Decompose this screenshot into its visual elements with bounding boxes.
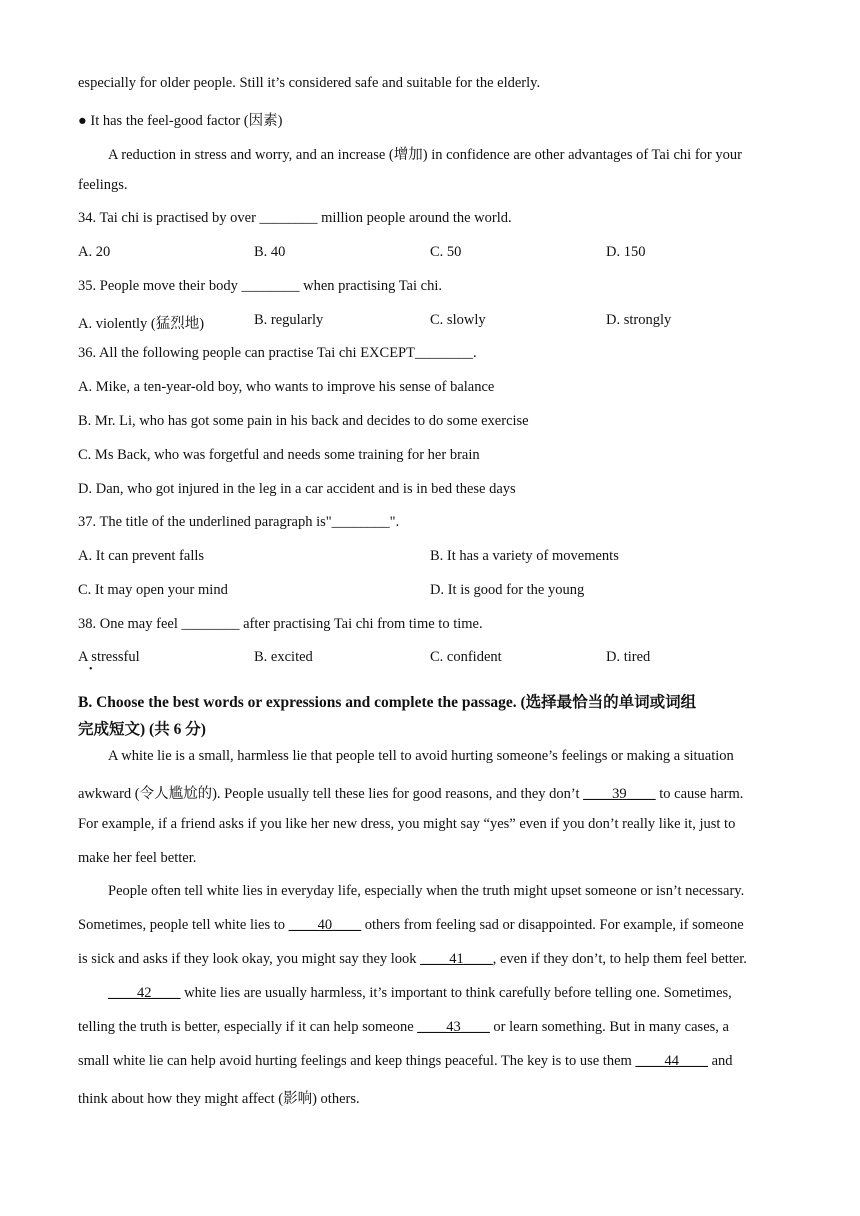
passage-text: or learn something. But in many cases, a [489,1019,729,1035]
passage-line: think about how they might affect (影响) others. [78,1091,360,1107]
question-35-stem: 35. People move their body ________ when practising Tai chi. [78,278,442,294]
passage-line: A white lie is a small, harmless lie that people tell to avoid hurting someone’s feelings or making a situation [108,748,734,764]
passage-text: , even if they don’t, to help them feel better. [492,951,747,967]
section-b-heading: B. Choose the best words or expressions and complete the passage. (选择最恰当的单词或词组 [78,694,697,711]
q37-option-d: D. It is good for the young [430,582,585,598]
passage-line: make her feel better. [78,850,197,866]
passage-text: white lies are usually harmless, it’s important to think carefully before telling one. Sometimes, [180,985,732,1001]
blank-42: ____42____ [108,985,181,1001]
q34-option-b: B. 40 [254,244,286,260]
question-34-stem: 34. Tai chi is practised by over ________ million people around the world. [78,210,512,226]
question-36-stem: 36. All the following people can practise Tai chi EXCEPT________. [78,345,477,361]
bullet-heading: ● It has the feel-good factor (因素) [78,113,283,129]
passage-line [78,1019,729,1036]
q36-option-b: B. Mr. Li, who has got some pain in his back and decides to do some exercise [78,413,529,429]
q34-option-a: A. 20 [78,244,111,260]
q35-option-b: B. regularly [254,312,324,328]
text-line: A reduction in stress and worry, and an increase (增加) in confidence are other advantages of Tai chi for your [108,147,742,163]
q34-option-c: C. 50 [430,244,462,260]
passage-line [108,985,732,1002]
q38-option-c: C. confident [430,649,502,665]
stray-dot: • [89,664,93,675]
passage-text: is sick and asks if they look okay, you might say they look [78,951,421,967]
passage-line: People often tell white lies in everyday life, especially when the truth might upset someone or isn’t necessary. [108,883,745,899]
passage-text: and [707,1053,733,1069]
q36-option-d: D. Dan, who got injured in the leg in a car accident and is in bed these days [78,481,516,497]
blank-44: ____44____ [635,1053,708,1069]
passage-line [78,782,743,803]
passage-text: Sometimes, people tell white lies to [78,917,289,933]
question-37-stem: 37. The title of the underlined paragraph is"________". [78,514,400,530]
q36-option-c: C. Ms Back, who was forgetful and needs some training for her brain [78,447,480,463]
passage-text: small white lie can help avoid hurting feelings and keep things peaceful. The key is to use them [78,1053,636,1069]
q38-option-d: D. tired [606,649,651,665]
q35-option-c: C. slowly [430,312,486,328]
question-38-stem: 38. One may feel ________ after practising Tai chi from time to time. [78,616,483,632]
passage-line [78,951,747,968]
passage-text: telling the truth is better, especially if it can help someone [78,1019,418,1035]
text-line: feelings. [78,177,128,193]
q35-option-a: A. violently (猛烈地) [78,316,205,332]
passage-text: to cause harm. [655,786,744,802]
q37-option-c: C. It may open your mind [78,582,228,598]
q38-option-a: A stressful [78,649,140,665]
text-line: especially for older people. Still it’s considered safe and suitable for the elderly. [78,75,541,91]
blank-40: ____40____ [288,917,362,933]
passage-text: others from feeling sad or disappointed. For example, if someone [361,917,744,933]
blank-41: ____41____ [420,951,493,967]
q34-option-d: D. 150 [606,244,646,260]
q37-option-a: A. It can prevent falls [78,548,205,564]
passage-line [78,917,744,934]
q37-option-b: B. It has a variety of movements [430,548,619,564]
q35-option-d: D. strongly [606,312,672,328]
section-b-heading-cont: 完成短文) (共 6 分) [78,721,206,738]
passage-line [78,1053,733,1070]
passage-text: awkward (令人尴尬的). People usually tell these lies for good reasons, and they don’t [78,786,584,802]
blank-39: ____39____ [583,786,656,802]
q36-option-a: A. Mike, a ten-year-old boy, who wants to improve his sense of balance [78,379,495,395]
q38-option-b: B. excited [254,649,313,665]
passage-line: For example, if a friend asks if you like her new dress, you might say “yes” even if you don’t really like it, just to [78,816,736,832]
blank-43: ____43____ [417,1019,490,1035]
